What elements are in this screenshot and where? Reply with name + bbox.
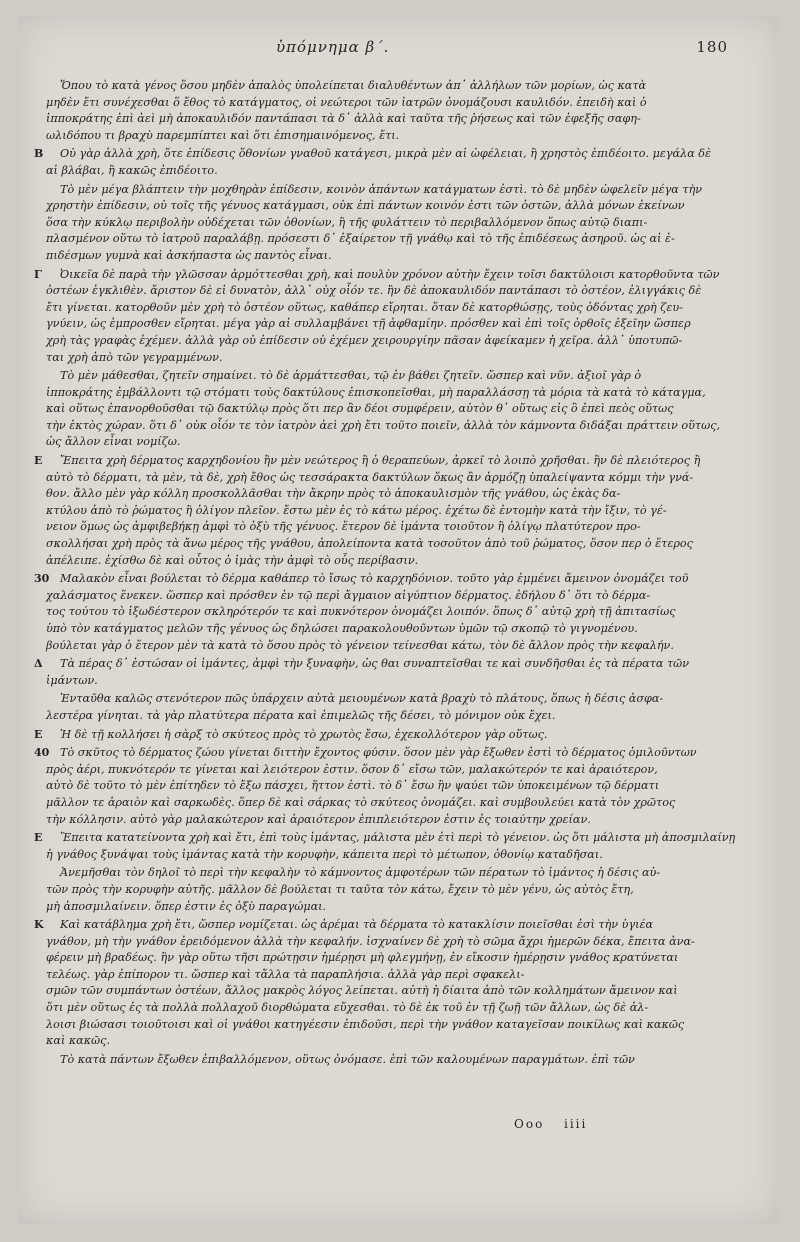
text-line	[46, 708, 746, 725]
text-line	[46, 899, 746, 916]
running-head: ὑπόμνημα β΄.	[276, 38, 390, 56]
margin-marker: B	[34, 147, 44, 161]
text-line	[46, 78, 746, 95]
text-line	[46, 519, 746, 536]
margin-marker: Γ	[34, 267, 42, 281]
line-text: χαλάσματος ἕνεκεν. ὥσπερ καὶ πρόσθεν ἐν τῷ περὶ ἄγμαιον αἰγύπτιον δέρματος. ἐδήλου δ᾽ ὅτι τὸ δέρμα-	[46, 588, 651, 602]
text-line	[46, 950, 746, 967]
line-text: τῶν πρὸς τὴν κορυφὴν αὐτῆς. μᾶλλον δὲ βούλεται τι ταῦτα τὸν κάτω, ἔχειν τὸ μὲν γένυ, ὡς αὐτὸς ἔτη,	[46, 882, 634, 896]
paragraph	[46, 865, 746, 915]
text-line	[46, 1017, 746, 1034]
paragraph	[34, 727, 746, 744]
line-text: ἱμάντων.	[46, 673, 98, 687]
margin-marker: E	[34, 831, 43, 845]
text-line	[46, 198, 746, 215]
text-line	[46, 638, 746, 655]
margin-marker: E	[34, 727, 43, 741]
line-text: φέρειν μὴ βραδέως. ἢν γὰρ οὕτω τῆσι πρώτῃσιν ἡμέρῃσι μὴ φλεγμήνῃ, ἐν εἴκοσιν ἡμέρῃσιν γνάθος κρατύνεται	[46, 951, 679, 965]
book-page	[18, 16, 780, 1224]
line-text: ὀστέων ἐγκλιθὲν. ἄριστον δὲ εἰ δυνατὸν, ἀλλ᾽ οὐχ οἷόν τε. ἢν δὲ ἀποκαυλιδόν παντάπασι τὸ ὀστέον, ἐλιγγάκις δὲ	[46, 284, 702, 298]
line-text: ὡς ἄλλον εἶναι νομίζω.	[46, 435, 181, 449]
line-text: γνάθον, μὴ τὴν γνάθον ἐρειδόμενον ἀλλὰ τὴν κεφαλήν. ἰσχναίνεν δὲ χρὴ τὸ σῶμα ἄχρι ἡμερῶν δέκα, ἔπειτα ἀνα-	[46, 934, 695, 948]
line-text: μὴ ἀποσμιλαίνειν. ὅπερ ἐστιν ἐς ὀξὺ παραγώμαι.	[46, 899, 327, 913]
text-line	[34, 571, 746, 588]
text-line	[46, 128, 746, 145]
text-line	[46, 95, 746, 112]
paragraph	[46, 1052, 746, 1069]
page-number: 180	[696, 38, 728, 56]
line-text: σμῶν τῶν συμπάντων ὀστέων, ἄλλος μακρὸς λόγος λείπεται. αὐτὴ ἡ δίαιτα ἀπὸ τῶν κολλημάτων ἄμεινον καὶ	[46, 984, 678, 998]
paragraph	[34, 453, 746, 569]
text-line	[46, 847, 746, 864]
line-text: λεστέρα γίνηται. τὰ γὰρ πλατύτερα πέρατα καὶ ἐπιμελῶς τῆς δέσει, τὸ μόνιμον οὐκ ἔχει.	[46, 708, 556, 722]
text-line	[46, 333, 746, 350]
text-line	[34, 917, 746, 934]
text-line	[46, 434, 746, 451]
text-line	[34, 453, 746, 470]
line-text: Τὸ μὲν μέγα βλάπτειν τὴν μοχθηρὰν ἐπίδεσιν, κοινὸν ἁπάντων κατάγματων ἐστὶ. τὸ δὲ μηδὲν ὠφελεῖν μέγα τὴν	[60, 182, 703, 196]
paragraph	[34, 917, 746, 1050]
paragraph	[34, 830, 746, 863]
line-text: Τὸ μὲν μάθεσθαι, ζητεῖν σημαίνει. τὸ δὲ ἁρμάττεσθαι, τῷ ἐν βάθει ζητεῖν. ὥσπερ καὶ νῦν. ἀξιοῖ γὰρ ὁ	[60, 369, 642, 383]
text-line	[46, 795, 746, 812]
line-text: ἱπποκράτης ἐμβάλλοντι τῷ στόματι τοὺς δακτύλους ἐπισκοπεῖσθαι, μὴ παραλλάσσῃ τὰ μόρια τὰ κατὰ τὸ κάταγμα,	[46, 385, 706, 399]
text-line	[46, 1033, 746, 1050]
line-text: καὶ κακῶς.	[46, 1034, 111, 1048]
paragraph	[46, 691, 746, 724]
line-text: ἱπποκράτης ἐπὶ ἀεὶ μὴ ἀποκαυλιδόν παντάπασι τὰ δ᾽ ἀλλὰ καὶ ταῦτα τῆς ῥήσεως καὶ τῶν ἐφεξῆς σαφη-	[46, 112, 641, 126]
text-line	[46, 762, 746, 779]
text-line	[34, 267, 746, 284]
text-line	[46, 536, 746, 553]
text-line	[46, 882, 746, 899]
text-line	[46, 231, 746, 248]
text-line	[34, 656, 746, 673]
line-text: Τὸ κατὰ πάντων ἔξωθεν ἐπιβαλλόμενον, οὕτως ὀνόμασε. ἐπὶ τῶν καλουμένων παραγμάτων. ἐπὶ τῶν	[60, 1052, 635, 1066]
line-text: μηδὲν ἔτι συνέχεσθαι ὅ ἔθος τὸ κατάγματος, οἱ νεώτεροι τῶν ἰατρῶν ὀνομάζουσι καυλιδόν. ἐπειδὴ καὶ ὁ	[46, 95, 647, 109]
line-text: αὐτὸ δὲ τοῦτο τὸ μὲν ἐπίτηδεν τὸ ἔξω πάσχει, ἥττον ἐστὶ. τὸ δ᾽ ἔσω ἢν ψαύει τῶν ὑποκειμένων τῷ δέρματι	[46, 779, 660, 793]
line-text: καὶ οὕτως ἐπανορθοῦσθαι τῷ δακτύλῳ πρὸς ὅτι περ ἂν δέοι συμφέρειν, αὐτὸν θ᾽ οὕτως εἰς ὃ ἐπεὶ πεὸς οὕτως	[46, 402, 674, 416]
line-text: Ἐνταῦθα καλῶς στενότερον πῶς ὑπάρχειν αὐτὰ μειουμένων κατὰ βραχὺ τὸ πλάτους, ὅπως ἡ δέσις ἀσφα-	[60, 692, 664, 706]
text-line	[46, 163, 746, 180]
text-line	[46, 316, 746, 333]
line-text: ὅσα τὴν κύκλῳ περιβολὴν οὐδέχεται τῶν ὀθονίων, ἢ τῆς φυλάττειν τὸ περιβαλλόμενον ὅπως αὐτῷ διαπι-	[46, 215, 648, 229]
paragraph	[34, 267, 746, 367]
text-line	[46, 470, 746, 487]
margin-marker: K	[34, 918, 44, 932]
line-text: θον. ἄλλο μὲν γὰρ κόλλη προσκολλᾶσθαι τὴν ἄκρην πρὸς τὸ ἀποκαυλισμὸν τῆς γνάθου, ὡς ἑκὰς δα-	[46, 487, 621, 501]
text-line	[46, 967, 746, 984]
line-text: χρὴ τὰς γραφὰς ἐχέμεν. ἀλλὰ γὰρ οὐ ἐπίδεσιν οὐ ἐχέμεν χειρουργίην πᾶσαν ἀφείκαμεν ἡ χεῖρα. ἀλλ᾽ ὑποτυπῶ-	[46, 333, 683, 347]
text-line	[34, 727, 746, 744]
line-text: νειον ὅμως ὡς ἀμφιβεβήκῃ ἀμφὶ τὸ ὀξὺ τῆς γένυος. ἕτερον δὲ ἱμάντα τοιοῦτον ἢ ὀλίγῳ πλατύτερον προ-	[46, 520, 641, 534]
line-text: λοισι βιώσασι τοιοῦτοισι καὶ οἱ γνάθοι κατηγέεσιν ἐπιδοῦσι, περὶ τὴν γνάθον καταγεῖσαν ποικίλως καὶ κακῶς	[46, 1017, 685, 1031]
line-text: γνύειν, ὡς ἐμπροσθεν εἴρηται. μέγα γὰρ αἱ συλλαμβάνει τῇ ἀφθαμίην. πρόσθεν καὶ ἐπὶ τοῖς ὀρθοῖς ἐξεῖην ὥσπερ	[46, 317, 691, 331]
text-line	[46, 283, 746, 300]
text-line	[46, 621, 746, 638]
text-line	[46, 983, 746, 1000]
line-text: κτύλου ἀπὸ τὸ ῥώματος ἢ ὀλίγον πλεῖον. ἔστω μὲν ἐς τὸ κάτω μέρος. ἐχέτω δὲ ἐντομὴν κατὰ τὴν ἴξιν, τὸ γέ-	[46, 503, 667, 517]
line-text: Ὅπου τὸ κατὰ γένος ὅσου μηδὲν ἁπαλὸς ὑπολείπεται διαλυθέντων ἀπ᾽ ἀλλήλων τῶν μορίων, ὡς κατὰ	[60, 79, 647, 92]
text-line	[46, 553, 746, 570]
margin-marker: 40	[34, 746, 50, 760]
margin-marker: 30	[34, 572, 50, 586]
text-line	[46, 350, 746, 367]
text-line	[34, 146, 746, 163]
line-text: τὴν ἐκτὸς χώραν. ὅτι δ᾽ οὐκ οἷόν τε τὸν ἰατρὸν ἀεὶ χρὴ ἔτι τοῦτο ποιεῖν, ἀλλὰ τὸν κάμνοντα διδάξαι πράττειν οὕτως,	[46, 418, 721, 432]
line-text: Ὀικεῖα δὲ παρὰ τὴν γλῶσσαν ἁρμόττεσθαι χρὴ, καὶ πουλὺν χρόνον αὐτὴν ἔχειν τοῖσι δακτύλοισι κατορθοῦντα τῶν	[60, 267, 720, 281]
text-line	[46, 691, 746, 708]
line-text: βούλεται γὰρ ὁ ἕτερον μὲν τὰ κατὰ τὸ ὅσου πρὸς τὸ γένειον τείνεσθαι κάτω, τὸν δὲ ἄλλον πρὸς τὴν κεφαλήν.	[46, 638, 674, 652]
paragraph	[34, 571, 746, 654]
line-text: Τὸ σκῦτος τὸ δέρματος ζώου γίνεται διττὴν ἔχοντος φύσιν. ὅσον μὲν γὰρ ἔξωθεν ἐστὶ τὸ δέρματος ὁμιλοῦντων	[60, 746, 697, 760]
text-line	[46, 486, 746, 503]
line-text: Καὶ κατάβλημα χρὴ ἔτι, ὥσπερ νομίζεται. ὡς ἀρέμαι τὰ δέρματα τὸ κατακλίσιν ποιεῖσθαι ἐσὶ τὴν ὑγιέα	[60, 918, 654, 932]
text-line	[34, 745, 746, 762]
paragraph	[46, 368, 746, 451]
paragraph	[46, 182, 746, 265]
paragraph	[34, 656, 746, 689]
margin-marker: Δ	[34, 657, 43, 671]
paragraph	[34, 745, 746, 828]
line-text: ωλιδόπου τι βραχὺ παρεμπίπτει καὶ ὅτι ἐπισημαινόμενος, ἔτι.	[46, 128, 400, 142]
line-text: Οὐ γὰρ ἀλλὰ χρὴ, ὅτε ἐπίδεσις ὅθονίων γναθοῦ κατάγεσι, μικρὰ μὲν αἱ ὠφέλειαι, ἢ χρηστὸς ἐπιδέοιτο. μεγάλα δὲ	[60, 147, 712, 161]
text-line	[46, 1000, 746, 1017]
line-text: χρηστὴν ἐπίδεσιν, οὐ τοῖς τῆς γένυος κατάγμασι, οὐκ ἐπὶ πάντων κοινόν ἐστι τῶν ὀστῶν, ἀλλὰ μόνων ἐκείνων	[46, 199, 685, 213]
line-text: πιδέσμων γυμνὰ καὶ ἀσκήπαστα ὡς παντὸς εἶναι.	[46, 248, 332, 262]
text-line	[46, 604, 746, 621]
signature-mark: Ooo	[514, 1117, 545, 1131]
text-line	[46, 673, 746, 690]
line-text: αὐτὸ τὸ δέρματι, τὰ μὲν, τὰ δὲ, χρὴ ἔθος ὡς τεσσάρακτα δακτύλων ὅκως ἂν ἁρμόζῃ ὑπαλείψαντα κόμμι τὴν γνά-	[46, 470, 694, 484]
text-line	[46, 182, 746, 199]
margin-marker: E	[34, 454, 43, 468]
page-header	[18, 38, 780, 62]
text-line	[46, 934, 746, 951]
text-line	[46, 300, 746, 317]
line-text: Ἀνεμῆσθαι τὸν δηλοῖ τὸ περὶ τὴν κεφαλὴν τὸ κάμνοντος ἀμφοτέρων τῶν πέρατων τὸ ἱμάντος ἡ δέσις αὐ-	[60, 866, 661, 880]
line-text: τὴν κόλλησιν. αὐτὸ γὰρ μαλακώτερον καὶ ἀραιότερον ἐπιπλειότερον ἐστιν ἐς τοιαύτην χρείαν.	[46, 812, 591, 826]
line-text: ἀπέλειπε. ἐχίσθω δὲ καὶ οὗτος ὁ ἱμὰς τὴν ἀμφὶ τὸ οὖς περίβασιν.	[46, 553, 419, 567]
line-text: αἱ βλάβαι, ἢ κακῶς ἐπιδέοιτο.	[46, 163, 218, 177]
text-line	[46, 215, 746, 232]
text-line	[46, 418, 746, 435]
line-text: Μαλακὸν εἶναι βούλεται τὸ δέρμα καθάπερ τὸ ἴσως τὸ καρχηδόνιον. τοῦτο γὰρ ἐμμένει ἄμεινον ὀνομάζει τοῦ	[60, 572, 689, 586]
paragraph	[34, 146, 746, 179]
line-text: τελέως. γὰρ ἐπίπορον τι. ὥσπερ καὶ τἄλλα τὰ παραπλήσια. ἀλλὰ γὰρ περὶ σφακελι-	[46, 967, 525, 981]
line-text: Ἡ δὲ τῇ κολλήσει ἡ σὰρξ τὸ σκύτεος πρὸς τὸ χρωτὸς ἔσω, ἐχεκολλότερον γὰρ οὕτως.	[60, 727, 548, 741]
text-line	[46, 385, 746, 402]
text-line	[46, 368, 746, 385]
text-line	[46, 812, 746, 829]
text-line	[46, 1052, 746, 1069]
line-text: ται χρὴ ἀπὸ τῶν γεγραμμένων.	[46, 350, 223, 364]
paragraph	[46, 78, 746, 144]
line-text: μᾶλλον τε ἀραιὸν καὶ σαρκωδὲς. ὅπερ δὲ καὶ σάρκας τὸ σκύτεος ὀνομάζει. καὶ συμβουλεύει κατὰ τὸν χρῶτος	[46, 795, 676, 809]
signature-number: iiii	[564, 1117, 588, 1131]
text-line	[46, 588, 746, 605]
line-text: Ἔπειτα χρὴ δέρματος καρχηδονίου ἢν μὲν νεώτερος ἢ ὁ θεραπεύων, ἀρκεῖ τὸ λοιπὸ χρῆσθαι. ἢν δὲ πλειότερος ἢ	[60, 454, 701, 468]
line-text: ὑπὸ τὸν κατάγματος μελῶν τῆς γένυος ὡς δηλώσει παρακολουθοῦντων ὑμῶν τῷ σκοπῷ τὸ γιγνομένου.	[46, 622, 638, 635]
body-text	[34, 78, 746, 1070]
text-line	[46, 111, 746, 128]
line-text: Τὰ πέρας δ᾽ ἐστώσαν οἱ ἱμάντες, ἀμφὶ τὴν ξυναφὴν, ὡς θαι συναπτεῖσθαι τε καὶ συνδῆσθαι ἐς τὰ πέρατα τῶν	[60, 657, 690, 671]
text-line	[46, 503, 746, 520]
line-text: σκολλήσαι χρὴ πρὸς τὰ ἄνω μέρος τῆς γνάθου, ἀπολείποντα κατὰ τοσοῦτον ἀπὸ τοῦ ῥώματος, ὅσον περ ὁ ἕτερος	[46, 537, 693, 551]
line-text: ἔτι γίνεται. κατορθοῦν μὲν χρὴ τὸ ὀστέον οὕτως, καθάπερ εἴρηται. ὅταν δὲ κατορθώσῃς, τοὺς ὀδόντας χρὴ ζευ-	[46, 300, 683, 314]
line-text: πλασμένον οὕτω τὸ ἰατροῦ παραλάβῃ. πρόσεστι δ᾽ ἐξαίρετον τῇ γνάθῳ καὶ τὸ τῆς ἐπιδέσεως ἀσηροῦ. ὡς αἱ ἐ-	[46, 232, 675, 246]
text-line	[34, 830, 746, 847]
footer	[18, 1117, 780, 1135]
line-text: τος τούτου τὸ ἰξωδέστερον σκληρότερόν τε καὶ πυκνότερον ὀνομάζει λοιπόν. ὅπως δ᾽ αὐτῷ χρὴ τῇ ἀπιτασίως	[46, 605, 676, 619]
line-text: ἡ γνάθος ξυνάψαι τοὺς ἱμάντας κατὰ τὴν κορυφὴν, κάπειτα περὶ τὸ μέτωπον, ὀθονίῳ καταδῆσαι.	[46, 847, 603, 861]
line-text: ὅτι μὲν οὕτως ἐς τὰ πολλὰ πολλαχοῦ διορθώματα εὔχεσθαι. τὸ δὲ ἐκ τοῦ ἐν τῇ ζωῇ τῶν ἄλλων, ὡς δὲ ἀλ-	[46, 1001, 649, 1015]
text-line	[46, 778, 746, 795]
text-line	[46, 865, 746, 882]
line-text: πρὸς ἀέρι, πυκνότερόν τε γίνεται καὶ λειότερον ἐστιν. ὅσον δ᾽ εἴσω τῶν, μαλακώτερόν τε καὶ ἀραιότερον,	[46, 762, 658, 776]
text-line	[46, 248, 746, 265]
text-line	[46, 401, 746, 418]
line-text: Ἔπειτα κατατείνοντα χρὴ καὶ ἔτι, ἐπὶ τοὺς ἱμάντας, μάλιστα μὲν ἐτὶ περὶ τὸ γένειον. ὡς ὅτι μάλιστα μὴ ἀποσμιλαίνῃ	[60, 831, 736, 845]
